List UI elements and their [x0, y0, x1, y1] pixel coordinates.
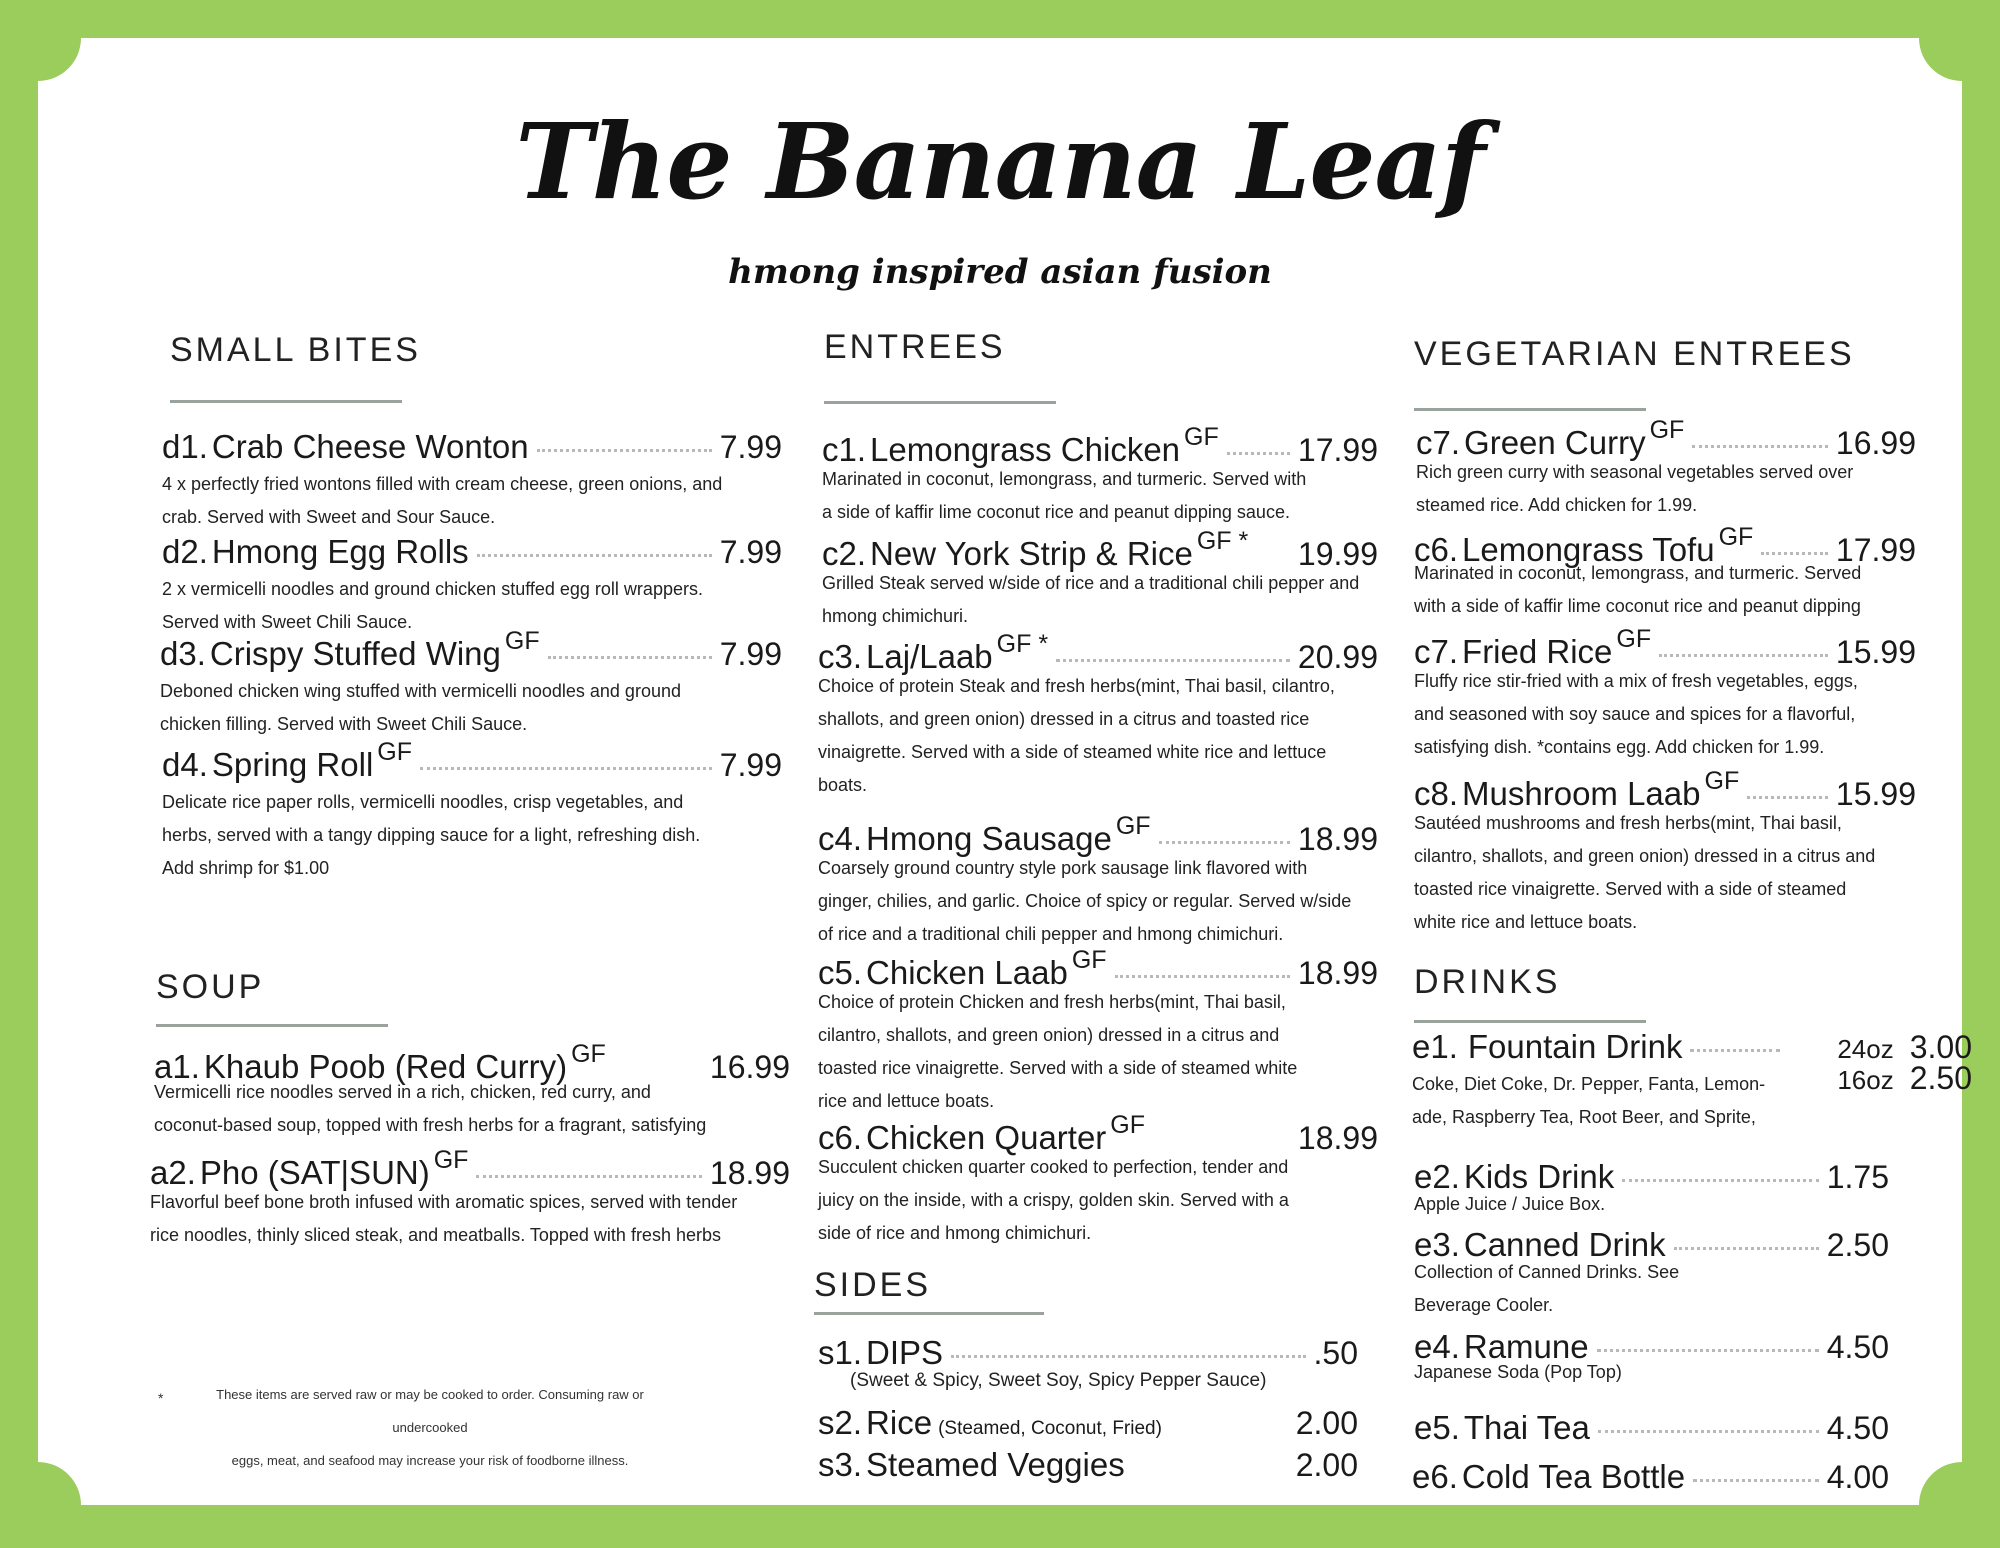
leader-dots	[477, 554, 712, 557]
section-rule	[1414, 408, 1646, 411]
item-description: Choice of protein Chicken and fresh herbs(mint, Thai basil, cilantro, shallots, and green onion) dressed in a citrus and toasted rice vinaigrette. Served with a side of steamed white rice and lettuce boats.	[818, 992, 1298, 1111]
item-name: Rice	[866, 1404, 933, 1441]
item-name: Lemongrass Chicken	[870, 431, 1181, 468]
item-price: 1.75	[1826, 1159, 1889, 1195]
leader-dots	[1597, 1349, 1819, 1352]
item-description: Rich green curry with seasonal vegetables served over steamed rice. Add chicken for 1.99.	[1416, 462, 1854, 515]
item-description: 2 x vermicelli noodles and ground chicken stuffed egg roll wrappers. Served with Sweet Chili Sauce.	[162, 579, 703, 632]
item-name: Mushroom Laab	[1462, 775, 1701, 812]
section-rule	[156, 1024, 388, 1027]
drink-item-e6	[1412, 1458, 1889, 1496]
item-name: DIPS	[866, 1334, 944, 1371]
menu-item-c5	[818, 946, 1378, 1118]
item-code: s1.	[818, 1334, 863, 1371]
item-name: Chicken Quarter	[866, 1119, 1107, 1156]
item-name: Chicken Laab	[866, 954, 1068, 991]
corner-notch	[0, 1462, 81, 1548]
item-name: Spring Roll	[211, 746, 374, 783]
leader-dots	[1690, 1049, 1780, 1052]
item-price: 15.99	[1835, 776, 1916, 812]
item-name: Cold Tea Bottle	[1461, 1458, 1686, 1495]
item-name: Fried Rice	[1462, 633, 1613, 670]
leader-dots	[1115, 975, 1290, 978]
drink-item-e5	[1414, 1409, 1889, 1447]
item-description: Vermicelli rice noodles served in a rich, chicken, red curry, and coconut-based soup, topped with fresh herbs for a fragrant, satisfying	[154, 1082, 707, 1135]
item-note: (Steamed, Coconut, Fried)	[938, 1418, 1162, 1439]
leader-dots	[1133, 1467, 1288, 1470]
menu-item-d1	[162, 428, 782, 534]
side-item-s3	[818, 1446, 1358, 1484]
item-code: d2.	[162, 533, 208, 570]
leader-dots	[614, 1069, 702, 1072]
item-price: 18.99	[709, 1155, 790, 1191]
leader-dots	[951, 1355, 1305, 1358]
gluten-free-badge: GF *	[996, 630, 1049, 658]
leader-dots	[1598, 1430, 1819, 1433]
item-code: c6.	[1414, 531, 1459, 568]
section-heading-vegetarian: VEGETARIAN ENTREES	[1414, 335, 1855, 373]
item-price: 16.99	[1835, 425, 1916, 461]
item-name: Khaub Poob (Red Curry)	[203, 1048, 568, 1085]
item-name: Laj/Laab	[866, 638, 993, 675]
item-code: c8.	[1414, 775, 1459, 812]
gluten-free-badge: GF	[571, 1040, 606, 1068]
item-description: (Sweet & Spicy, Sweet Soy, Spicy Pepper Sauce)	[850, 1370, 1267, 1391]
item-name: Ramune	[1463, 1328, 1589, 1365]
item-code: d3.	[160, 635, 206, 672]
menu-item-d3	[160, 627, 782, 741]
item-code: a1.	[154, 1048, 200, 1085]
item-name: Green Curry	[1464, 424, 1646, 461]
menu-item-veg-c6-lemongrass-tofu	[1414, 523, 1916, 623]
item-price: 2.50	[1909, 1060, 1972, 1096]
item-name: Thai Tea	[1463, 1409, 1590, 1446]
item-price: 16.99	[709, 1049, 790, 1085]
leader-dots	[548, 656, 712, 659]
item-code: s2.	[818, 1404, 863, 1441]
item-name: Hmong Sausage	[866, 820, 1112, 857]
section-rule	[1414, 1020, 1646, 1023]
leader-dots	[1622, 1179, 1818, 1182]
section-heading-sides: SIDES	[814, 1266, 932, 1304]
item-price: 15.99	[1835, 634, 1916, 670]
item-price: 18.99	[1297, 821, 1378, 857]
item-code: e1.	[1412, 1028, 1458, 1065]
item-description: Coarsely ground country style pork sausage link flavored with ginger, chilies, and garlic. Choice of spicy or regular. Served w/side of rice and a traditional chili pepper and hmong chimichuri.	[818, 858, 1352, 944]
drink-item-e4	[1414, 1328, 1889, 1389]
item-code: c2.	[822, 535, 867, 572]
item-name: Pho (SAT|SUN)	[199, 1154, 430, 1191]
item-price: 20.99	[1297, 639, 1378, 675]
leader-dots	[476, 1175, 701, 1178]
item-price: 19.99	[1297, 536, 1378, 572]
item-description: Collection of Canned Drinks. See Beverage Cooler.	[1414, 1262, 1680, 1315]
item-code: c1.	[822, 431, 867, 468]
corner-notch	[0, 0, 81, 81]
item-code: e3.	[1414, 1226, 1460, 1263]
item-description: Marinated in coconut, lemongrass, and turmeric. Served with a side of kaffir lime coconut rice and peanut dipping sauce.	[822, 469, 1307, 522]
leader-dots	[1693, 1479, 1819, 1482]
section-heading-entrees: ENTREES	[824, 328, 1006, 366]
gluten-free-badge: GF	[1115, 812, 1151, 840]
item-price: 17.99	[1297, 432, 1378, 468]
item-description: Sautéed mushrooms and fresh herbs(mint, Thai basil, cilantro, shallots, and green onion) dressed in a citrus and toasted rice vinaigrette. Served with a side of steamed white rice and lettuce boats.	[1414, 813, 1876, 932]
restaurant-tagline: hmong inspired asian fusion	[728, 252, 1272, 292]
menu-item-d2	[162, 533, 782, 639]
gluten-free-badge: GF	[1616, 625, 1652, 653]
menu-item-a2	[150, 1146, 790, 1252]
item-code: d1.	[162, 428, 208, 465]
item-description: Succulent chicken quarter cooked to perfection, tender and juicy on the inside, with a crispy, golden skin. Served with a side of rice and hmong chimichuri.	[818, 1157, 1289, 1243]
gluten-free-badge: GF	[433, 1146, 469, 1174]
leader-dots	[1256, 556, 1290, 559]
side-item-s1	[818, 1334, 1358, 1397]
item-price: 2.00	[1295, 1405, 1358, 1441]
menu-item-c3	[818, 630, 1378, 802]
item-description: Apple Juice / Juice Box.	[1414, 1194, 1606, 1214]
menu-item-c1	[822, 423, 1378, 529]
item-description: Deboned chicken wing stuffed with vermicelli noodles and ground chicken filling. Served with Sweet Chili Sauce.	[160, 681, 681, 734]
item-code: c4.	[818, 820, 863, 857]
size-label: 24oz	[1837, 1034, 1894, 1064]
menu-item-veg-c8-mushroom-laab	[1414, 767, 1916, 939]
item-description: Coke, Diet Coke, Dr. Pepper, Fanta, Lemon- ade, Raspberry Tea, Root Beer, and Sprite,	[1412, 1074, 1766, 1127]
gluten-free-badge: GF	[1110, 1111, 1146, 1139]
item-price: 17.99	[1835, 532, 1916, 568]
item-name: Canned Drink	[1463, 1226, 1666, 1263]
item-code: c6.	[818, 1119, 863, 1156]
gluten-free-badge: GF	[1718, 523, 1754, 551]
leader-dots	[537, 449, 712, 452]
item-price: 7.99	[719, 747, 782, 783]
gluten-free-badge: GF	[1649, 416, 1685, 444]
item-code: c3.	[818, 638, 863, 675]
item-price: 7.99	[719, 429, 782, 465]
gluten-free-badge: GF *	[1196, 527, 1249, 555]
drink-item-e3	[1414, 1226, 1889, 1322]
leader-dots	[1674, 1247, 1819, 1250]
item-price: 4.00	[1826, 1459, 1889, 1495]
leader-dots	[420, 767, 712, 770]
drink-item-e2	[1414, 1158, 1889, 1221]
item-code: c7.	[1414, 633, 1459, 670]
raw-food-disclaimer: These items are served raw or may be cooked to order. Consuming raw or undercooked eggs, meat, and seafood may increase your risk of foodborne illness.	[216, 1387, 644, 1468]
item-price: 7.99	[719, 534, 782, 570]
gluten-free-badge: GF	[1704, 767, 1740, 795]
item-name: Fountain Drink	[1467, 1028, 1683, 1065]
menu-item-a1	[154, 1040, 790, 1142]
item-price: 2.00	[1295, 1447, 1358, 1483]
gluten-free-badge: GF	[1071, 946, 1107, 974]
item-code: c5.	[818, 954, 863, 991]
menu-item-d4	[162, 738, 782, 885]
item-name: Kids Drink	[1463, 1158, 1615, 1195]
footnote-marker: *	[158, 1390, 164, 1406]
item-price: 4.50	[1826, 1329, 1889, 1365]
item-description: Marinated in coconut, lemongrass, and turmeric. Served with a side of kaffir lime coconut rice and peanut dipping	[1414, 563, 1862, 616]
leader-dots	[1170, 1425, 1288, 1428]
item-price: .50	[1313, 1335, 1358, 1371]
item-description: Japanese Soda (Pop Top)	[1414, 1362, 1622, 1382]
drink-item-e1	[1412, 1028, 1972, 1134]
item-code: d4.	[162, 746, 208, 783]
menu-paper	[38, 38, 1972, 1505]
item-price: 18.99	[1297, 1120, 1378, 1156]
section-heading-small-bites: SMALL BITES	[170, 331, 421, 369]
corner-notch	[1919, 0, 2000, 81]
item-name: New York Strip & Rice	[870, 535, 1193, 572]
item-name: Hmong Egg Rolls	[211, 533, 469, 570]
section-heading-soup: SOUP	[156, 968, 265, 1006]
section-rule	[824, 401, 1056, 404]
menu-item-c2	[822, 527, 1378, 633]
leader-dots	[1747, 796, 1828, 799]
section-rule	[170, 400, 402, 403]
item-code: e2.	[1414, 1158, 1460, 1195]
item-code: a2.	[150, 1154, 196, 1191]
menu-item-veg-c7-green-curry	[1416, 416, 1916, 522]
leader-dots	[1153, 1140, 1290, 1143]
leader-dots	[1761, 552, 1828, 555]
item-name: Steamed Veggies	[866, 1446, 1125, 1483]
item-description: Grilled Steak served w/side of rice and a traditional chili pepper and hmong chimichuri.	[822, 573, 1360, 626]
item-price: 3.00	[1909, 1029, 1972, 1065]
item-price: 18.99	[1297, 955, 1378, 991]
item-name: Lemongrass Tofu	[1462, 531, 1715, 568]
side-item-s2	[818, 1404, 1358, 1442]
corner-notch	[1919, 1462, 2000, 1548]
item-price: 2.50	[1826, 1227, 1889, 1263]
item-price: 7.99	[719, 636, 782, 672]
item-code: e4.	[1414, 1328, 1460, 1365]
item-code: e5.	[1414, 1409, 1460, 1446]
leader-dots	[1159, 841, 1290, 844]
item-code: c7.	[1416, 424, 1461, 461]
gluten-free-badge: GF	[1184, 423, 1219, 451]
gluten-free-badge: GF	[377, 738, 413, 766]
item-description: Delicate rice paper rolls, vermicelli noodles, crisp vegetables, and herbs, served with a tangy dipping sauce for a light, refreshing dish. Add shrimp for $1.00	[162, 792, 701, 878]
item-description: Choice of protein Steak and fresh herbs(mint, Thai basil, cilantro, shallots, and green onion) dressed in a citrus and toasted rice vinaigrette. Served with a side of steamed white rice and lettuce boats.	[818, 676, 1335, 795]
item-description: Flavorful beef bone broth infused with aromatic spices, served with tender rice noodles, thinly sliced steak, and meatballs. Topped with fresh herbs	[150, 1192, 738, 1245]
section-rule	[814, 1312, 1044, 1315]
item-name: Crispy Stuffed Wing	[209, 635, 501, 672]
item-name: Crab Cheese Wonton	[211, 428, 529, 465]
section-heading-drinks: DRINKS	[1414, 963, 1561, 1001]
item-code: e6.	[1412, 1458, 1458, 1495]
item-price: 4.50	[1826, 1410, 1889, 1446]
menu-item-c6	[818, 1111, 1378, 1250]
size-label: 16oz	[1837, 1065, 1894, 1095]
restaurant-title: The Banana Leaf	[515, 100, 1485, 223]
item-description: 4 x perfectly fried wontons filled with cream cheese, green onions, and crab. Served with Sweet and Sour Sauce.	[162, 474, 723, 527]
item-description: Fluffy rice stir-fried with a mix of fresh vegetables, eggs, and seasoned with soy sauce and spices for a flavorful, satisfying dish. *contains egg. Add chicken for 1.99.	[1414, 671, 1858, 757]
leader-dots	[1056, 659, 1290, 662]
leader-dots	[1692, 445, 1828, 448]
leader-dots	[1659, 654, 1828, 657]
menu-item-c4	[818, 812, 1378, 951]
leader-dots	[1227, 452, 1290, 455]
item-code: s3.	[818, 1446, 863, 1483]
gluten-free-badge: GF	[504, 627, 540, 655]
menu-item-veg-c7-fried-rice	[1414, 625, 1916, 764]
